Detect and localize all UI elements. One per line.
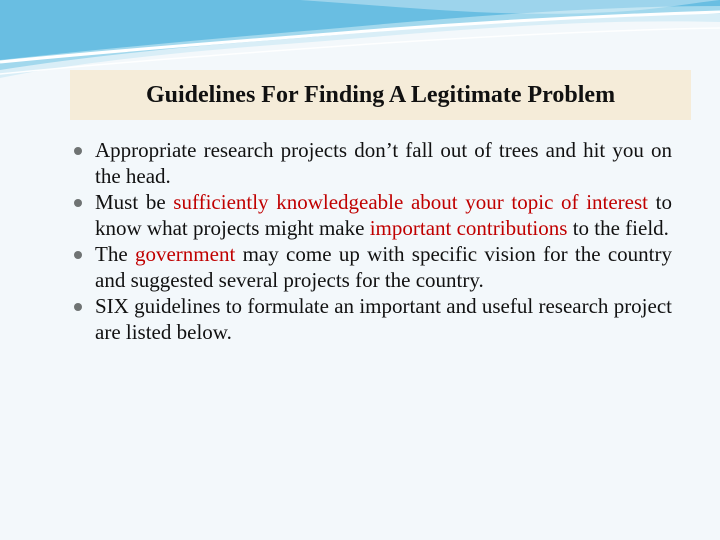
bullet-dot-icon [74, 199, 82, 207]
bullet-text: may come up with specific vision for the country and suggested several projects for the country. [95, 242, 672, 292]
highlighted-text: government [134, 242, 236, 266]
bullet-dot-icon [74, 303, 82, 311]
title-band [70, 70, 691, 120]
bullet-item [74, 189, 672, 241]
bullet-dot-icon [74, 147, 82, 155]
bullet-list [74, 137, 672, 345]
highlighted-text: sufficiently knowledgeable about your topic of interest [173, 190, 649, 214]
bullet-item [74, 137, 672, 189]
bullet-dot-icon [74, 251, 82, 259]
highlighted-text: important contributions [369, 216, 568, 240]
bullet-text: The [95, 242, 135, 266]
bullet-text: Appropriate research projects don’t fall out of trees and hit you on the head. [95, 138, 672, 188]
slide-title: Guidelines For Finding A Legitimate Problem [145, 81, 616, 108]
bullet-item [74, 293, 672, 345]
bullet-item [74, 241, 672, 293]
bullet-text: Must be [95, 190, 174, 214]
bullet-text: to know what projects might make [95, 190, 672, 240]
bullet-text: to the field. [567, 216, 669, 240]
bullet-text: SIX guidelines to formulate an important and useful research project are listed below. [95, 294, 672, 344]
